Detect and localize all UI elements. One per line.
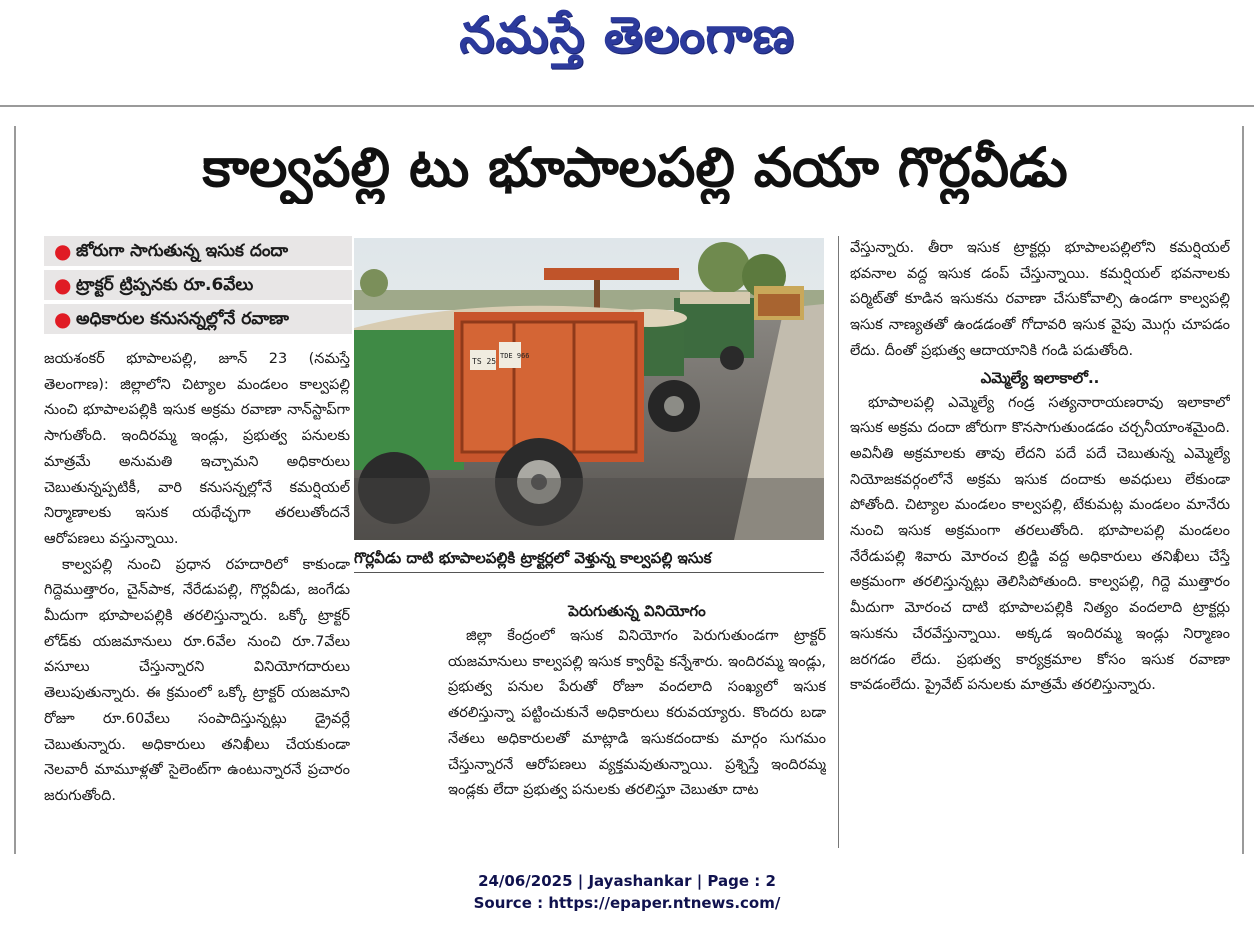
article-paragraph: కాల్వపల్లి నుంచి ప్రధాన రహదారిలో కాకుండా గిద్దెముత్తారం, చైన్‌పాక, నేరేడుపల్లి, గొర్లవీడు, జంగేడు మీదుగా భూపాలపల్లికి తరలిస్తున్నారు. ఒక్కో ట్రాక్టర్ లోడ్‌కు యజమానులు రూ.6వేల నుంచి రూ.7వేలు వసూలు చేస్తున్నారని వినియోగదారులు తెలుపుతున్నారు. ఈ క్రమంలో ఒక్కో ట్రాక్టర్ యజమాని రోజూ రూ.60వేలు సంపాదిస్తున్నట్లు డ్రైవర్లే చెబుతున్నారు. అధికారులు తనిఖీలు చేయకుండా నెలవారీ మామూళ్లతో సైలెంట్‌గా ఉంటున్నారనే ప్రచారం జరుగుతోంది. [44, 556, 350, 804]
bullet-dot-icon: ● [54, 307, 72, 331]
bullet-text: అధికారుల కనుసన్నల్లోనే రవాణా [76, 309, 289, 329]
article-paragraph: వేస్తున్నారు. తీరా ఇసుక ట్రాక్టర్లు భూపాలపల్లిలోని కమర్షియల్ భవనాల వద్ద ఇసుక డంప్ చేస్తున్నాయి. కమర్షియల్ భవనాలకు పర్మిట్‌తో కూడిన ఇసుకను రవాణా చేసుకోవాల్సి ఉండగా కాల్వపల్లి ఇసుక నాణ్యతతో ఉండడంతో గోదావరి ఇసుక వైపు మొగ్గు చూపడం లేదు. దీంతో ప్రభుత్వ ఆదాయానికి గండి పడుతోంది. [850, 240, 1230, 359]
footer-source-line: Source : https://epaper.ntnews.com/ [473, 894, 781, 912]
article-headline: కాల్వపల్లి టు భూపాలపల్లి వయా గొర్లవీడు [202, 136, 1068, 199]
article-paragraph: జయశంకర్ భూపాలపల్లి, జూన్ 23 (నమస్తే తెలంగాణ): జిల్లాలోని చిట్యాల మండలం కాల్వపల్లి నుంచి భూపాలపల్లికి ఇసుక అక్రమ రవాణా నాన్‌స్టాప్‌గా సాగుతోంది. ఇందిరమ్మ ఇండ్లు, ప్రభుత్వ పనులకు మాత్రమే అనుమతి ఇచ్చామని అధికారులు చెబుతున్నప్పటికీ, వారి కనుసన్నల్లోనే కమర్షియల్ నిర్మాణాలకు ఇసుక యథేచ్ఛగా తరలుతోందనే ఆరోపణలు వస్తున్నాయి. [44, 351, 350, 547]
bullet-item [44, 304, 352, 334]
bullet-text: ట్రాక్టర్ ట్రిప్పనకు రూ.6వేలు [76, 275, 254, 295]
highlight-bullets [44, 236, 352, 338]
article-column-3 [850, 236, 1230, 848]
article-paragraph: జిల్లా కేంద్రంలో ఇసుక వినియోగం పెరుగుతుండగా ట్రాక్టర్ యజమానులు కాల్వపల్లి ఇసుక క్వారీపై కన్నేశారు. ఇందిరమ్మ ఇండ్లు, ప్రభుత్వ పనుల పేరుతో రోజూ వందలాది సంఖ్యలో ఇసుక తరలిస్తున్నా పట్టించుకునే అధికారులు కరువయ్యారు. కొందరు బడా నేతలు అధికారులతో మాట్లాడి ఇసుకదందాకు మార్గం సుగమం చేస్తున్నారనే ఆరోపణలు వ్యక్తమవుతున్నాయి. ప్రశ్నిస్తే ఇందిరమ్మ ఇండ్లకు లేదా ప్రభుత్వ పనులకు తరలిస్తూ చెబుతూ దాట [448, 628, 826, 799]
plate-number: TDE 966 [500, 352, 530, 360]
bullet-item [44, 270, 352, 300]
article-column-2 [448, 598, 826, 848]
newspaper-logo: నమస్తే తెలంగాణ [459, 6, 795, 64]
tractor-photo-illustration [354, 238, 824, 540]
section-subhead: పెరుగుతున్న వినియోగం [568, 602, 706, 620]
article-photo [354, 238, 824, 540]
bullet-dot-icon: ● [54, 273, 72, 297]
article-paragraph: భూపాలపల్లి ఎమ్మెల్యే గండ్ర సత్యనారాయణరావు ఇలాకాలో ఇసుక అక్రమ దందా జోరుగా కొనసాగుతుండడం చర్చనీయాంశమైంది. అవినీతి అక్రమాలకు తావు లేదని పదే పదే చెబుతున్న ఎమ్మెల్యే నియోజకవర్గంలోనే అక్రమ ఇసుక దందాకు అవధులు లేకుండా పోతోంది. చిట్యాల మండలం కాల్వపల్లి, టేకుమట్ల మండలం మానేరు నుంచి ఇసుక అక్రమంగా తరలుతోంది. భూపాలపల్లి మండలం నేరేడుపల్లి శివారు మోరంచ బ్రిడ్జి వద్ద అధికారులు తనిఖీలు చేస్తే అక్రమంగా తరలిస్తున్నట్లు తెలిసిపోతుంది. కాల్వపల్లి, గిద్దె ముత్తారం మీదుగా మోరంచ దాటి భూపాలపల్లికి నిత్యం వందలాది ట్రాక్టర్లు ఇసుకను చేరవేస్తున్నాయి. అక్కడ ఇందిరమ్మ ఇండ్లు నిర్మాణం జరగడం లేదు. ప్రభుత్వ కార్యక్రమాల కోసం ఇసుక రవాణా కావడంలేదు. ప్రైవేట్ పనులకు మాత్రమే తరలిస్తున్నారు. [850, 394, 1230, 694]
bullet-text: జోరుగా సాగుతున్న ఇసుక దందా [76, 241, 289, 261]
masthead-rule [0, 105, 1254, 107]
footer-date-line: 24/06/2025 | Jayashankar | Page : 2 [478, 872, 776, 890]
article-column-1 [44, 347, 350, 847]
photo-caption: గొర్లవీడు దాటి భూపాలపల్లికి ట్రాక్టర్లలో వెళ్తున్న కాల్వపల్లి ఇసుక [354, 548, 824, 573]
bullet-dot-icon: ● [54, 239, 72, 263]
bullet-item [44, 236, 352, 266]
masthead [0, 0, 1254, 104]
plate-text: TS 25 [472, 357, 497, 366]
column-divider [838, 236, 839, 848]
section-subhead: ఎమ్మెల్యే ఇలాకాలో.. [980, 368, 1100, 387]
